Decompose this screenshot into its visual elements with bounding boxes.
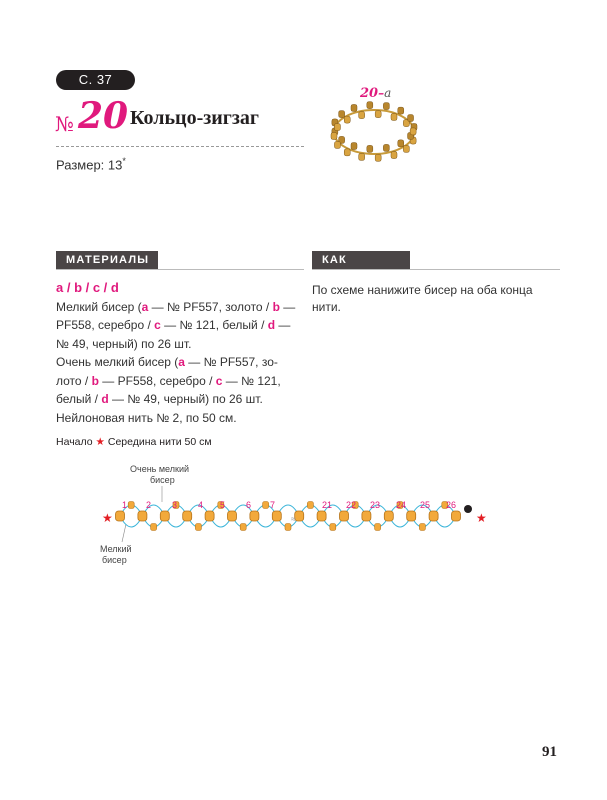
variant-d: d — [267, 318, 276, 332]
black-bead — [464, 505, 472, 513]
ring-bead — [331, 133, 337, 140]
variant-b: b — [272, 299, 280, 314]
ring-bead — [359, 112, 365, 119]
legend-middle: Середина нити 50 см — [107, 436, 212, 448]
small-bead — [340, 511, 349, 521]
very-small-bead — [240, 524, 246, 531]
ring-bead — [408, 115, 414, 122]
page-number: 91 — [542, 744, 557, 760]
text: — № PF557, зо-лото / — [56, 355, 278, 388]
ring-bead — [359, 153, 365, 160]
small-bead — [317, 511, 326, 521]
star-icon: ★ — [95, 436, 105, 448]
end-star-icon: ★ — [476, 511, 487, 525]
step-number: 22 — [346, 500, 357, 510]
small-bead — [250, 511, 259, 521]
number-sign: № — [55, 112, 74, 136]
ring-bead — [391, 113, 397, 120]
label-small-line1: Мелкий — [100, 544, 132, 554]
ring-bead — [367, 102, 373, 109]
title-divider — [56, 146, 304, 147]
step-number: 5 — [220, 500, 226, 510]
small-bead — [228, 511, 237, 521]
photo-label-separator: – — [378, 86, 385, 100]
very-small-bead — [263, 502, 269, 509]
ring-bead — [334, 141, 340, 148]
ring-bead — [344, 149, 350, 156]
very-small-bead — [330, 524, 336, 531]
very-small-bead — [307, 502, 313, 509]
step-number: 2 — [146, 500, 152, 510]
step-number: 23 — [370, 500, 381, 510]
small-bead — [116, 511, 125, 521]
step-number: 4 — [198, 500, 204, 510]
text: — PF558, серебро / — [98, 373, 216, 388]
variant-b: b — [91, 373, 99, 388]
small-bead — [138, 511, 147, 521]
ring-bead — [339, 111, 345, 118]
photo-label-number: 20 — [360, 86, 379, 101]
step-number: 24 — [396, 500, 407, 510]
pattern-number: 20 — [78, 95, 129, 137]
small-bead — [272, 511, 281, 521]
step-number: 3 — [172, 500, 178, 510]
variant-a: a — [141, 299, 149, 314]
materials-small-beads — [56, 298, 296, 354]
ring-bead — [398, 107, 404, 114]
materials-heading: МАТЕРИАЛЫ — [56, 251, 158, 270]
very-small-bead — [128, 502, 134, 509]
step-number: 26 — [446, 500, 457, 510]
very-small-bead — [151, 524, 157, 531]
variant-c: c — [215, 373, 223, 388]
ring-bead — [367, 145, 373, 152]
page-reference-badge: С. 37 — [56, 70, 135, 90]
photo-label-letter: a — [384, 86, 392, 100]
small-bead — [183, 511, 192, 521]
step-number: 21 — [322, 500, 333, 510]
how-to-heading: КАК СДЕЛАТЬ — [312, 251, 410, 270]
pointer-small — [122, 524, 126, 542]
ring-bead — [344, 116, 350, 123]
ring-bead — [383, 103, 389, 110]
text: — № 49, черный) по 26 шт. — [56, 318, 291, 351]
small-bead — [295, 511, 304, 521]
small-bead — [452, 511, 461, 521]
small-bead — [384, 511, 393, 521]
bead-diagram — [100, 460, 500, 570]
ring-bead — [403, 145, 409, 152]
how-to-rule — [312, 269, 560, 270]
step-number: 1 — [122, 500, 128, 510]
label-small-line2: бисер — [102, 555, 127, 565]
ring-size-text: Размер: 13 — [56, 157, 123, 173]
materials-rule — [56, 269, 304, 270]
small-bead — [429, 511, 438, 521]
step-number: 7 — [270, 500, 276, 510]
gap-marker: ≈ — [291, 514, 296, 524]
ring-bead — [351, 104, 357, 111]
variant-a: a — [178, 355, 185, 369]
start-star-icon: ★ — [102, 511, 113, 525]
ring-bead — [398, 140, 404, 147]
ring-bead — [375, 154, 381, 161]
materials-list — [56, 279, 296, 427]
very-small-bead — [195, 524, 201, 531]
step-number: 6 — [246, 500, 252, 510]
diagram-legend — [56, 436, 212, 448]
text: — № 121, белый / — [56, 373, 281, 406]
text: Мелкий бисер ( — [56, 299, 142, 314]
label-very-small-line1: Очень мелкий — [130, 464, 189, 474]
step-number: 25 — [420, 500, 431, 510]
very-small-bead — [285, 524, 291, 531]
small-bead — [407, 511, 416, 521]
materials-thread: Нейлоновая нить № 2, по 50 см. — [56, 410, 237, 425]
ring-bead — [351, 143, 357, 150]
very-small-bead — [375, 524, 381, 531]
ring-bead — [383, 144, 389, 151]
text: — PF558, серебро / — [56, 299, 296, 332]
small-bead — [362, 511, 371, 521]
text: — № 121, белый / — [160, 318, 268, 332]
how-to-text: По схеме нанижите бисер на оба конца нити. — [312, 283, 533, 314]
small-bead — [205, 511, 214, 521]
color-variants: a / b / c / d — [56, 280, 119, 295]
ring-size-mark: * — [122, 156, 126, 166]
page-title: Кольцо-зигзаг — [130, 107, 259, 129]
ring-bead — [410, 128, 416, 135]
very-small-bead — [419, 524, 425, 531]
ring-bead — [334, 124, 340, 131]
small-bead — [160, 511, 169, 521]
ring-size — [56, 156, 126, 172]
text: — № PF557, золото / — [148, 299, 273, 314]
text: — № 49, черный) по 26 шт. — [108, 392, 263, 406]
ring-bead — [391, 152, 397, 159]
variant-c: c — [154, 318, 161, 332]
text: Очень мелкий бисер ( — [56, 355, 179, 369]
ring-bead — [375, 111, 381, 118]
legend-start: Начало — [56, 436, 93, 448]
ring-photo — [328, 92, 420, 164]
label-very-small-line2: бисер — [150, 475, 175, 485]
materials-very-small-beads — [56, 353, 296, 409]
variant-d: d — [101, 392, 109, 406]
